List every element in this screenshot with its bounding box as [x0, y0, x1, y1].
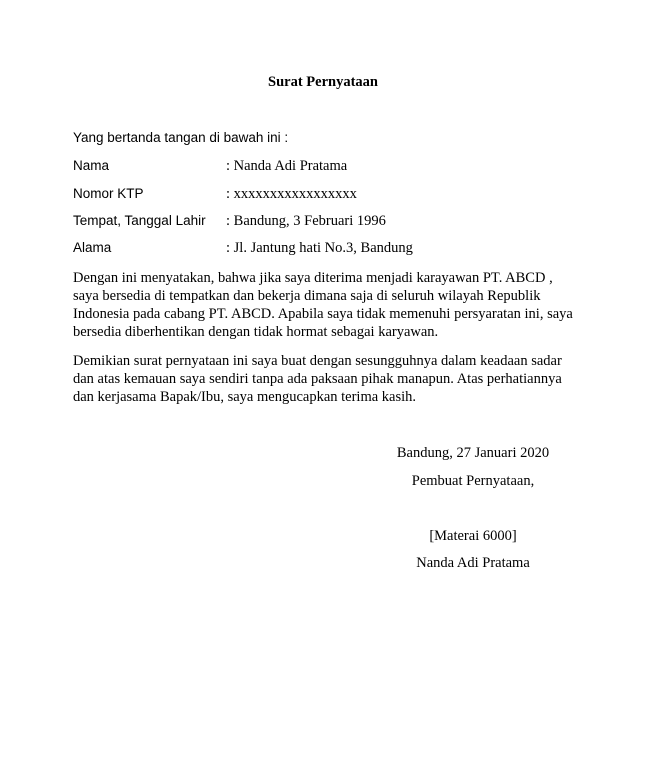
signature-role: Pembuat Pernyataan, [411, 473, 535, 489]
field-label: Nama [73, 158, 110, 173]
field-value: : Bandung, 3 Februari 1996 [226, 213, 386, 229]
paragraph-statement: Dengan ini menyatakan, bahwa jika saya diterima menjadi karayawan PT. ABCD , saya bersedia di tempatkan dan bekerja dimana saja di seluruh wilayah Republik Indonesia pada cabang PT. ABCD. Apabila saya tidak memenuhi persyaratan ini, saya bersedia diberhentikan dengan tidak hormat sebagai karyawan. [73, 270, 573, 340]
paragraph-closing: Demikian surat pernyataan ini saya buat dengan sesungguhnya dalam keadaan sadar dan atas kemauan saya sendiri tanpa ada paksaan pihak manapun. Atas perhatiannya dan kerjasama Bapak/Ibu, saya mengucapkan terima kasih. [73, 353, 562, 405]
field-value: : Jl. Jantung hati No.3, Bandung [226, 240, 413, 256]
field-label: Tempat, Tanggal Lahir [73, 213, 206, 228]
signature-place-date: Bandung, 27 Januari 2020 [396, 445, 550, 461]
signature-stamp: [Materai 6000] [429, 528, 517, 544]
field-value: : xxxxxxxxxxxxxxxxx [226, 186, 357, 202]
field-label: Nomor KTP [73, 186, 144, 201]
field-label: Alama [73, 240, 112, 255]
document-title: Surat Pernyataan [268, 74, 378, 90]
field-value: : Nanda Adi Pratama [226, 158, 348, 174]
intro-text: Yang bertanda tangan di bawah ini : [73, 130, 289, 145]
signature-name: Nanda Adi Pratama [416, 555, 530, 571]
